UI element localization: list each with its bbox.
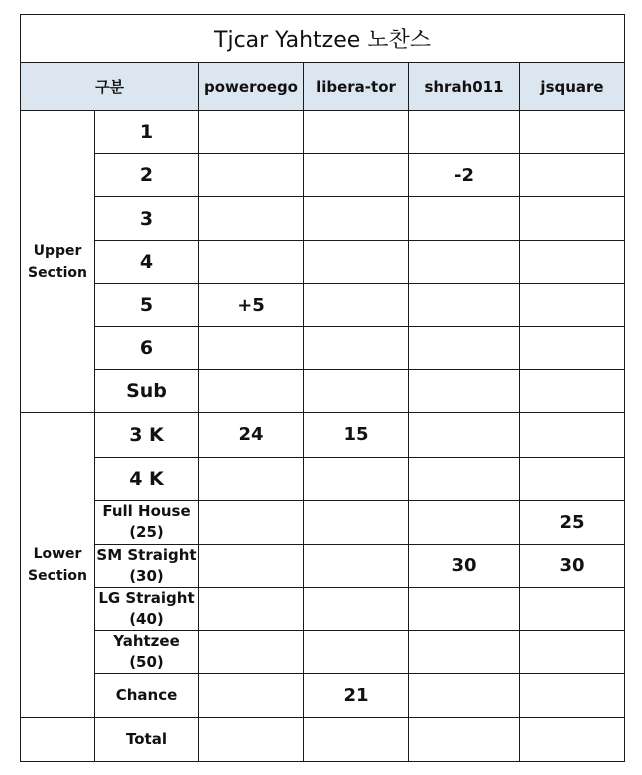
score-cell — [520, 111, 625, 154]
row-label-4: 4 — [95, 241, 199, 284]
score-cell — [199, 673, 304, 717]
table-row — [21, 544, 625, 587]
table-row — [21, 413, 625, 457]
total-section-blank — [21, 717, 95, 761]
score-cell — [409, 457, 520, 500]
score-cell — [304, 111, 409, 154]
score-cell — [199, 370, 304, 413]
row-label-lg-straight: LG Straight (40) — [95, 587, 199, 630]
row-label-2: 2 — [95, 154, 199, 197]
score-cell: 30 — [520, 544, 625, 587]
score-cell — [304, 457, 409, 500]
row-label-full-house: Full House (25) — [95, 500, 199, 544]
score-cell — [199, 630, 304, 673]
table-row — [21, 673, 625, 717]
score-cell — [409, 717, 520, 761]
score-cell — [199, 500, 304, 544]
score-cell: 15 — [304, 413, 409, 457]
score-cell — [520, 673, 625, 717]
score-cell — [409, 673, 520, 717]
category-header: 구분 — [21, 63, 199, 111]
score-cell — [304, 197, 409, 241]
player-header-libera-tor: libera-tor — [304, 63, 409, 111]
score-cell — [409, 413, 520, 457]
score-cell — [199, 154, 304, 197]
table-row — [21, 241, 625, 284]
score-cell — [199, 241, 304, 284]
table-row — [21, 457, 625, 500]
score-cell — [409, 284, 520, 327]
score-cell: -2 — [409, 154, 520, 197]
row-label-yahtzee: Yahtzee (50) — [95, 630, 199, 673]
score-cell — [304, 544, 409, 587]
score-cell: 25 — [520, 500, 625, 544]
score-cell — [520, 241, 625, 284]
upper-section-label: Upper Section — [21, 111, 95, 413]
score-cell — [409, 197, 520, 241]
lower-section-label: Lower Section — [21, 413, 95, 717]
row-label-4k: 4 K — [95, 457, 199, 500]
player-header-shrah011: shrah011 — [409, 63, 520, 111]
row-label-3: 3 — [95, 197, 199, 241]
row-label-6: 6 — [95, 327, 199, 370]
score-cell — [304, 370, 409, 413]
score-cell — [304, 717, 409, 761]
score-cell — [409, 630, 520, 673]
table-row — [21, 111, 625, 154]
row-label-sub: Sub — [95, 370, 199, 413]
score-cell — [520, 327, 625, 370]
score-cell — [520, 413, 625, 457]
score-cell — [304, 500, 409, 544]
score-cell — [520, 370, 625, 413]
score-cell — [199, 587, 304, 630]
table-title: Tjcar Yahtzee 노찬스 — [21, 15, 625, 63]
score-cell: +5 — [199, 284, 304, 327]
score-cell — [304, 327, 409, 370]
table-row — [21, 630, 625, 673]
score-cell — [304, 630, 409, 673]
table-row — [21, 327, 625, 370]
player-header-poweroego: poweroego — [199, 63, 304, 111]
score-cell — [520, 587, 625, 630]
score-cell — [520, 154, 625, 197]
score-cell — [409, 327, 520, 370]
score-cell — [304, 587, 409, 630]
table-row — [21, 370, 625, 413]
row-label-5: 5 — [95, 284, 199, 327]
row-label-1: 1 — [95, 111, 199, 154]
score-cell — [520, 717, 625, 761]
yahtzee-score-table — [20, 14, 625, 762]
score-cell: 21 — [304, 673, 409, 717]
score-cell: 24 — [199, 413, 304, 457]
score-cell — [520, 457, 625, 500]
table-row — [21, 154, 625, 197]
table-row — [21, 717, 625, 761]
score-cell — [304, 284, 409, 327]
score-cell — [304, 241, 409, 284]
score-cell — [199, 111, 304, 154]
score-cell — [199, 544, 304, 587]
score-cell — [409, 370, 520, 413]
score-cell — [520, 197, 625, 241]
row-label-chance: Chance — [95, 673, 199, 717]
score-cell — [199, 717, 304, 761]
score-cell — [409, 500, 520, 544]
table-row — [21, 587, 625, 630]
table-row — [21, 197, 625, 241]
score-cell — [199, 197, 304, 241]
table-row — [21, 500, 625, 544]
score-cell — [520, 284, 625, 327]
row-label-3k: 3 K — [95, 413, 199, 457]
score-cell — [409, 241, 520, 284]
score-cell — [199, 327, 304, 370]
score-cell — [304, 154, 409, 197]
score-cell — [520, 630, 625, 673]
score-cell — [199, 457, 304, 500]
score-cell — [409, 111, 520, 154]
score-cell: 30 — [409, 544, 520, 587]
table-row — [21, 284, 625, 327]
row-label-sm-straight: SM Straight (30) — [95, 544, 199, 587]
score-cell — [409, 587, 520, 630]
player-header-jsquare: jsquare — [520, 63, 625, 111]
row-label-total: Total — [95, 717, 199, 761]
